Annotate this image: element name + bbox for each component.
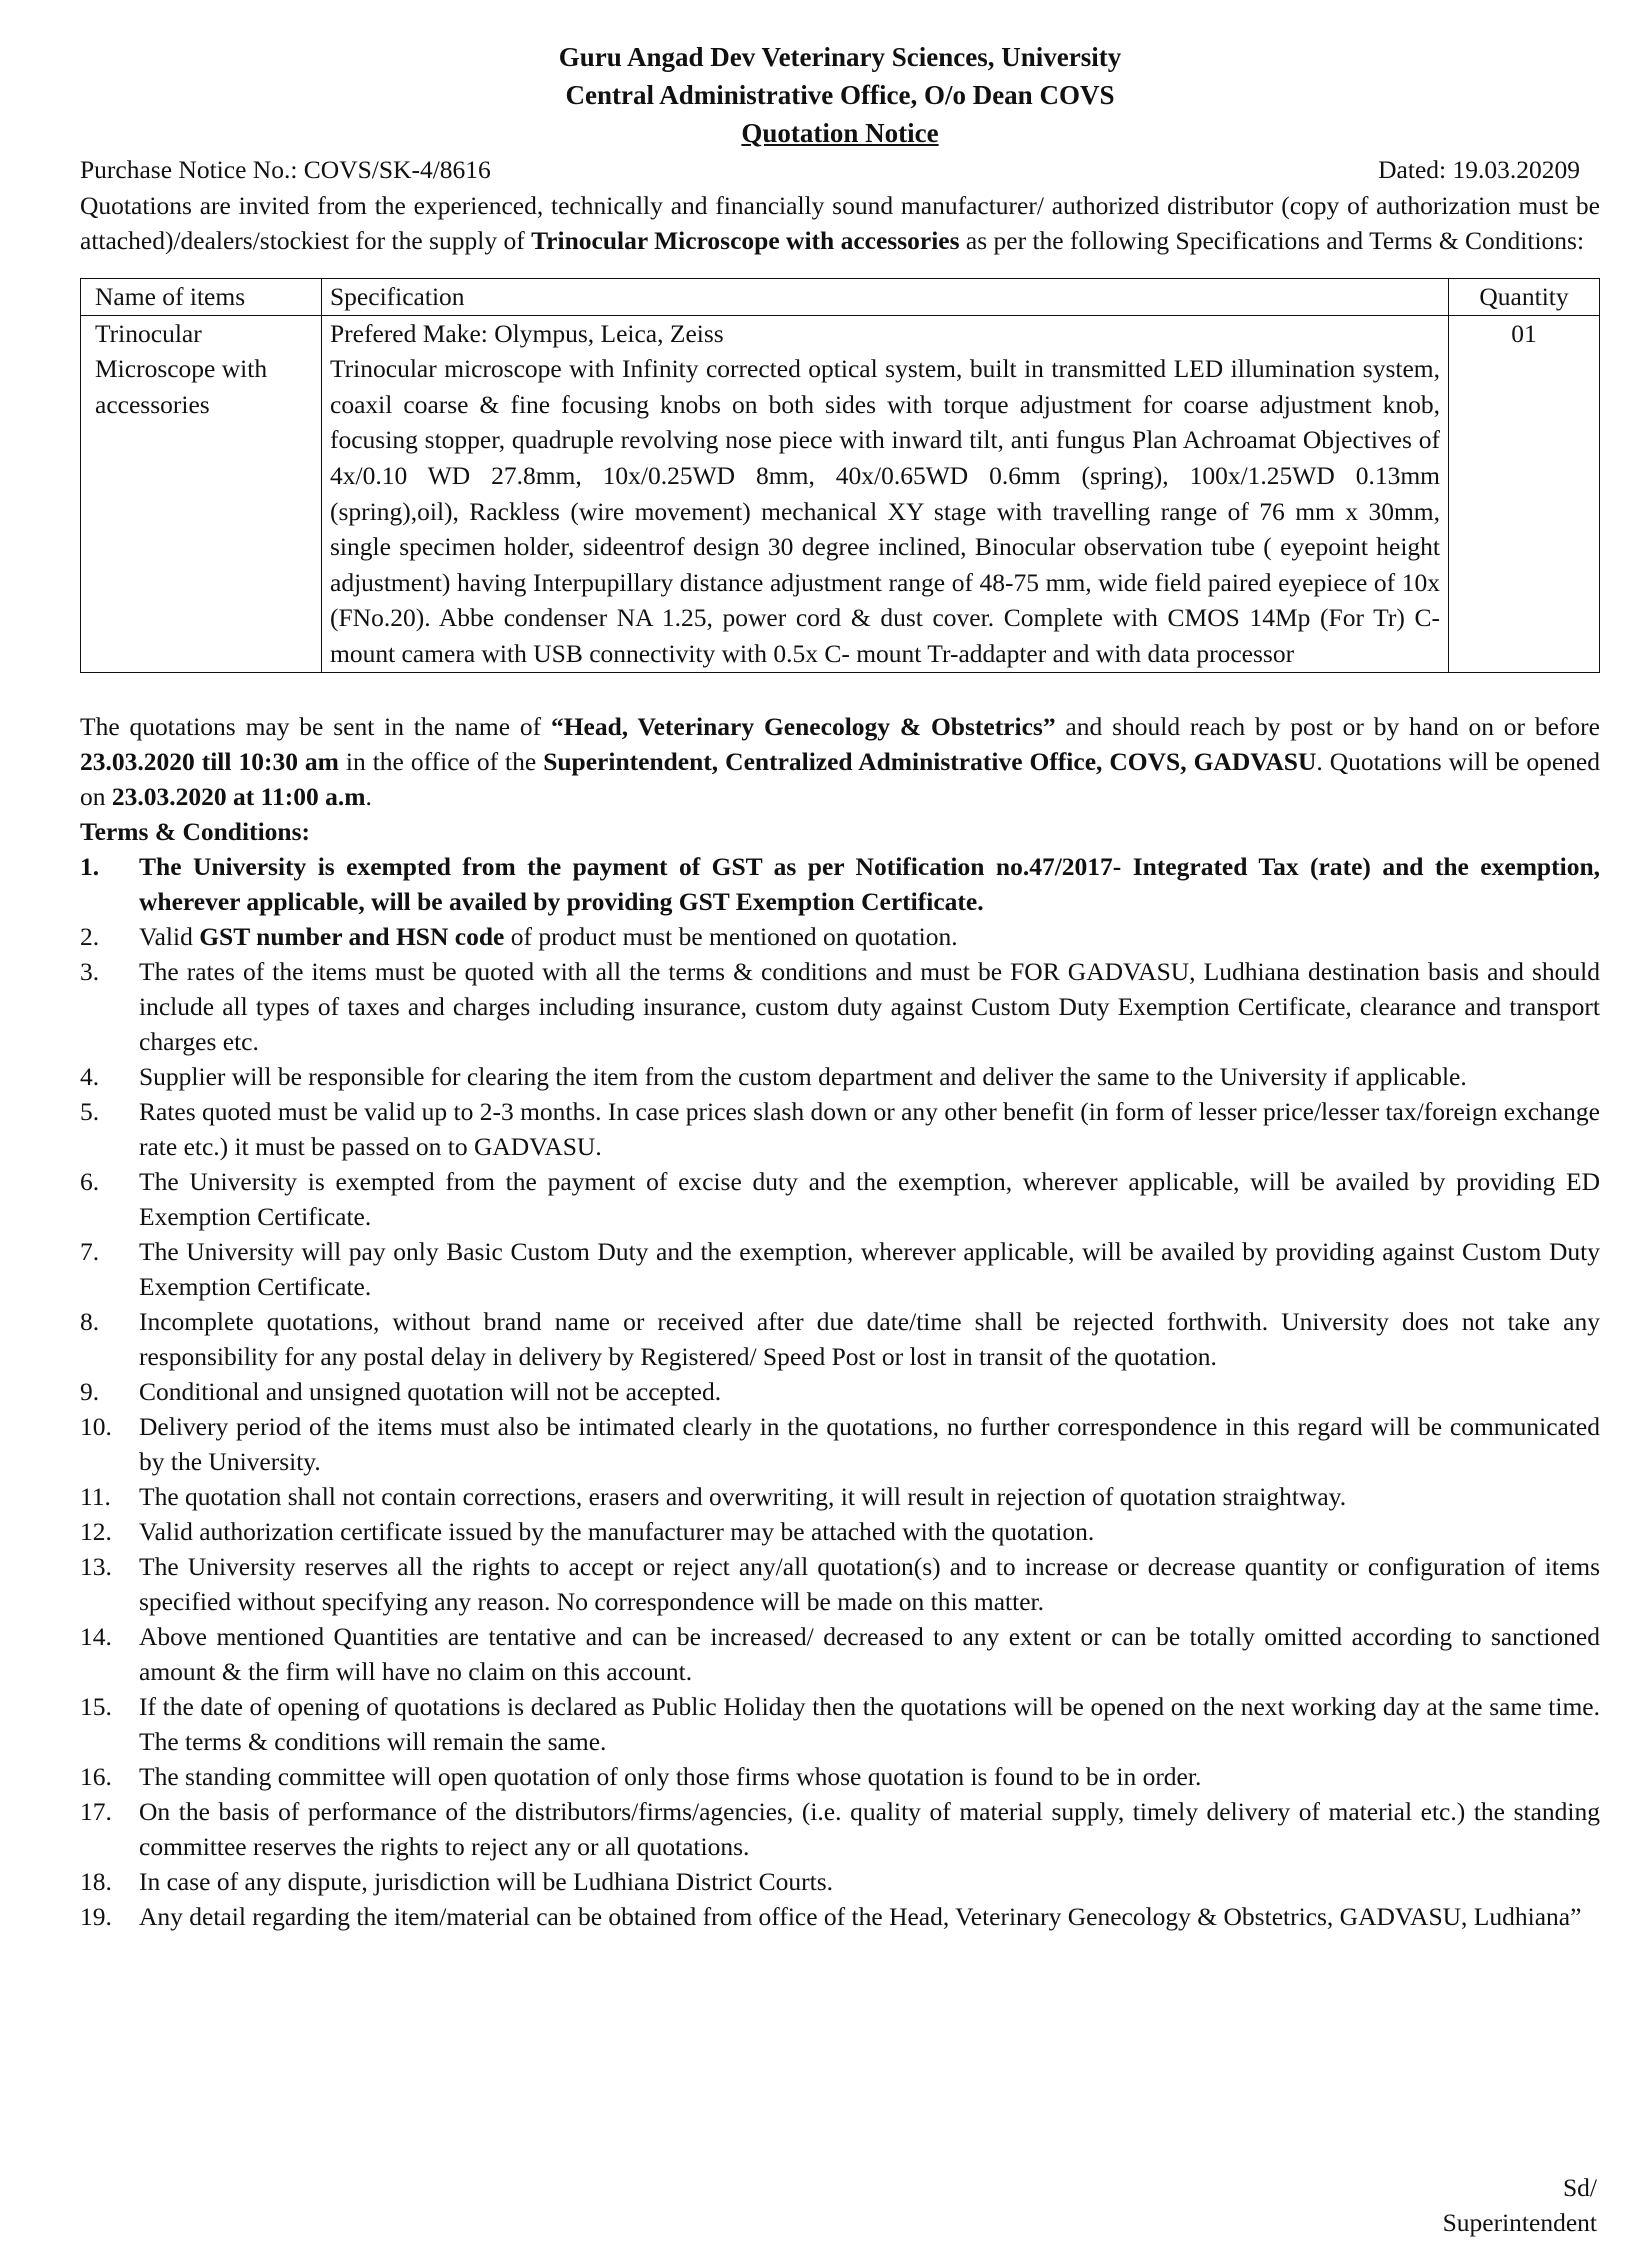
addressee-bold: “Head, Veterinary Genecology & Obstetrics” (550, 711, 1056, 741)
item-text: Any detail regarding the item/material can be obtained from office of the Head, Veterinary Genecology & Obstetrics, GADVASU, Ludhiana” (139, 1901, 1582, 1931)
item-text: The University is exempted from the payment of excise duty and the exemption, wherever applicable, will be availed by providing ED Exemption Certificate. (139, 1166, 1600, 1231)
table-row (81, 315, 1600, 672)
document-title: Quotation Notice (741, 118, 939, 148)
item-text: The rates of the items must be quoted with all the terms & conditions and must be FOR GADVASU, Ludhiana destination basis and should include all types of taxes and charges including insurance, custom duty against Custom Duty Exemption Certificate, clearance and transport charges etc. (139, 956, 1600, 1056)
list-item (80, 1479, 1600, 1514)
terms-list (80, 849, 1600, 1934)
item-number: 19. (80, 1901, 112, 1931)
item-text: Supplier will be responsible for clearing the item from the custom department and deliver the same to the University if applicable. (139, 1061, 1467, 1091)
intro-paragraph (80, 188, 1600, 258)
list-item (80, 1094, 1600, 1164)
signature-designation: Superintendent (1442, 2208, 1597, 2237)
item-name-bold: Trinocular Microscope with accessories (531, 226, 960, 255)
item-number: 18. (80, 1866, 112, 1896)
item-number: 13. (80, 1551, 112, 1581)
item-number: 9. (80, 1376, 100, 1406)
item-text: In case of any dispute, jurisdiction will be Ludhiana District Courts. (139, 1866, 834, 1896)
column-header-name: Name of items (81, 279, 322, 316)
item-number: 10. (80, 1411, 112, 1441)
column-header-specification: Specification (322, 279, 1449, 316)
notice-date: Dated: 19.03.20209 (1378, 155, 1580, 184)
university-name: Guru Angad Dev Veterinary Sciences, University (558, 42, 1122, 72)
list-item (80, 1514, 1600, 1549)
item-number: 14. (80, 1621, 112, 1651)
item-text: The quotation shall not contain corrections, erasers and overwriting, it will result in rejection of quotation straightway. (139, 1481, 1347, 1511)
list-item (80, 1164, 1600, 1234)
office-name: Central Administrative Office, O/o Dean COVS (565, 80, 1115, 110)
list-item (80, 1549, 1600, 1619)
item-text: Incomplete quotations, without brand name or received after due date/time shall be rejected forthwith. University does not take any responsibility for any postal delay in delivery by Registered/ Speed Post or lost in transit of the quotation. (139, 1306, 1600, 1371)
submission-paragraph (80, 709, 1600, 814)
specification-text: Trinocular microscope with Infinity corrected optical system, built in transmitted LED illumination system, coaxil coarse & fine focusing knobs on both sides with torque adjustment for coarse adjustment knob, focusing stopper, quadruple revolving nose piece with inward tilt, anti fungus Plan Achroamat Objectives of 4x/0.10 WD 27.8mm, 10x/0.25WD 8mm, 40x/0.65WD 0.6mm (spring), 100x/1.25WD 0.13mm (spring),oil), Rackless (wire movement) mechanical XY stage with travelling range of 76 mm x 30mm, single specimen holder, sideentrof design 30 degree inclined, Binocular observation tube ( eyepoint height adjustment) having Interpupillary distance adjustment range of 48-75 mm, wide field paired eyepiece of 10x (FNo.20). Abbe condenser NA 1.25, power cord & dust cover. Complete with CMOS 14Mp (For Tr) C-mount camera with USB connectivity with 0.5x C- mount Tr-addapter and with data processor (330, 354, 1440, 668)
list-item (80, 1619, 1600, 1689)
list-item (80, 1689, 1600, 1759)
list-item (80, 1304, 1600, 1374)
item-text (139, 919, 1600, 954)
item-text: If the date of opening of quotations is declared as Public Holiday then the quotations will be opened on the next working day at the same time. The terms & conditions will remain the same. (139, 1691, 1600, 1756)
preferred-make: Prefered Make: Olympus, Leica, Zeiss (330, 318, 724, 348)
list-item (80, 849, 1600, 919)
submission-text: . (365, 781, 372, 811)
purchase-notice-number: Purchase Notice No.: COVS/SK-4/8616 (80, 155, 491, 184)
intro-text-end: as per the following Specifications and Terms & Conditions: (959, 226, 1585, 255)
item-text: The University is exempted from the payment of GST as per Notification no.47/2017- Integrated Tax (rate) and the exemption, wherever applicable, will be availed by providing GST Exemption Certificate. (139, 851, 1600, 916)
item-number: 5. (80, 1096, 100, 1126)
intro-text: Quotations are invited from the experienced, technically and financially sound manufacturer/ authorized distributor (copy of authorization must be attached)/dealers/stockiest for the supply of (80, 191, 1600, 255)
signature-sd: Sd/ (1562, 2173, 1597, 2202)
list-item (80, 1864, 1600, 1899)
item-number: 3. (80, 956, 100, 986)
item-text: On the basis of performance of the distributors/firms/agencies, (i.e. quality of material supply, timely delivery of material etc.) the standing committee reserves the rights to reject any or all quotations. (139, 1796, 1600, 1861)
deadline-bold: 23.03.2020 till 10:30 am (80, 746, 339, 776)
office-bold: Superintendent, Centralized Administrative Office, COVS, GADVASU (543, 746, 1317, 776)
column-header-quantity: Quantity (1449, 279, 1600, 316)
item-number: 1. (80, 851, 100, 881)
list-item (80, 1899, 1600, 1934)
list-item (80, 1759, 1600, 1794)
item-number: 4. (80, 1061, 100, 1091)
gst-hsn-bold: GST number and HSN code (199, 921, 505, 951)
item-text-part: of product must be mentioned on quotation. (504, 921, 958, 951)
item-number: 17. (80, 1796, 112, 1826)
quantity-cell: 01 (1449, 315, 1600, 672)
list-item (80, 1794, 1600, 1864)
item-text: Delivery period of the items must also be intimated clearly in the quotations, no further correspondence in this regard will be communicated by the University. (139, 1411, 1600, 1476)
list-item (80, 1409, 1600, 1479)
item-text: Above mentioned Quantities are tentative and can be increased/ decreased to any extent or can be totally omitted according to sanctioned amount & the firm will have no claim on this account. (139, 1621, 1600, 1686)
document-page (80, 38, 1600, 1934)
list-item (80, 954, 1600, 1059)
submission-text: The quotations may be sent in the name of (80, 711, 551, 741)
list-item (80, 919, 1600, 954)
item-name-cell: Trinocular Microscope with accessories (81, 315, 322, 672)
table-header-row (81, 279, 1600, 316)
item-number: 12. (80, 1516, 112, 1546)
item-number: 7. (80, 1236, 100, 1266)
notice-meta-row (80, 152, 1600, 188)
item-number: 2. (80, 921, 100, 951)
terms-heading: Terms & Conditions: (80, 816, 310, 846)
item-text: The University will pay only Basic Custom Duty and the exemption, wherever applicable, will be availed by providing against Custom Duty Exemption Certificate. (139, 1236, 1600, 1301)
submission-text: and should reach by post or by hand on or before (1055, 711, 1600, 741)
submission-text: . Quotations will be opened on (80, 746, 1600, 811)
item-text: Rates quoted must be valid up to 2-3 months. In case prices slash down or any other benefit (in form of lesser price/lesser tax/foreign exchange rate etc.) it must be passed on to GADVASU. (139, 1096, 1600, 1161)
item-text: The standing committee will open quotation of only those firms whose quotation is found to be in order. (139, 1761, 1202, 1791)
item-text-part: Valid (139, 921, 200, 951)
item-text: Valid authorization certificate issued by the manufacturer may be attached with the quotation. (139, 1516, 1095, 1546)
opening-date-bold: 23.03.2020 at 11:00 a.m (111, 781, 366, 811)
specification-cell (322, 315, 1449, 672)
item-text: Conditional and unsigned quotation will not be accepted. (139, 1376, 722, 1406)
item-number: 15. (80, 1691, 112, 1721)
signature-block (1443, 2170, 1597, 2240)
submission-text: in the office of the (338, 746, 544, 776)
list-item (80, 1059, 1600, 1094)
specification-table (80, 278, 1600, 673)
list-item (80, 1374, 1600, 1409)
item-number: 8. (80, 1306, 100, 1336)
item-number: 6. (80, 1166, 100, 1196)
item-text: The University reserves all the rights to accept or reject any/all quotation(s) and to increase or decrease quantity or configuration of items specified without specifying any reason. No correspondence will be made on this matter. (139, 1551, 1600, 1616)
document-header (80, 38, 1600, 152)
list-item (80, 1234, 1600, 1304)
item-number: 11. (80, 1481, 111, 1511)
item-number: 16. (80, 1761, 112, 1791)
